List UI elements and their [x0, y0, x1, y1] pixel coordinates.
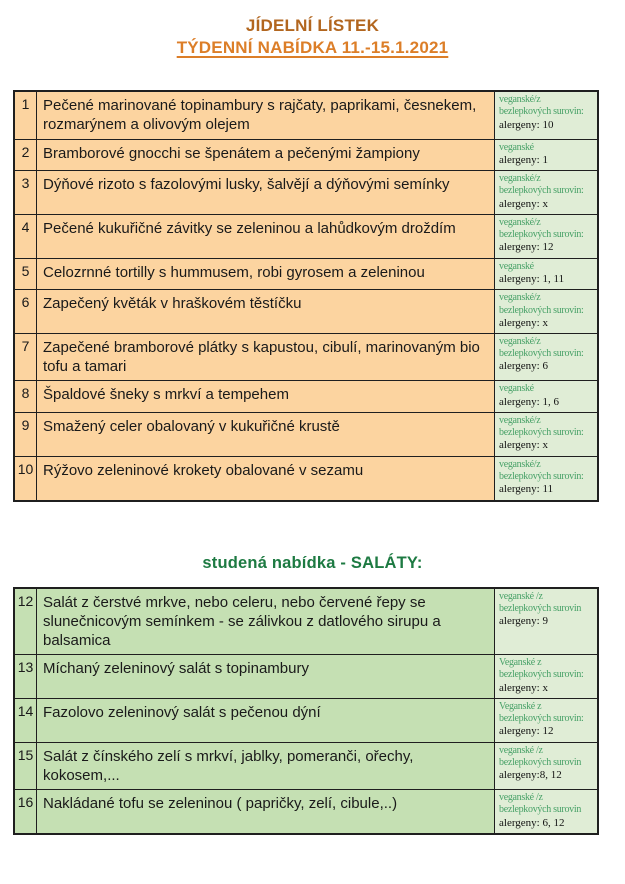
row-number: 16	[15, 790, 37, 833]
menu-row	[15, 139, 597, 171]
allergens-label: alergeny: 6	[499, 360, 548, 373]
dish-name: Salát z čerstvé mrkve, nebo celeru, nebo červené řepy se slunečnicovým semínkem - se zálivkou z datlového sirupu a balsamica	[37, 589, 495, 655]
dish-name: Celozrnné tortilly s hummusem, robi gyrosem a zeleninou	[37, 259, 495, 290]
row-number: 5	[15, 259, 37, 290]
diet-note	[495, 589, 597, 655]
row-number: 7	[15, 334, 37, 380]
diet-tag: veganské/z bezlepkových surovin:	[499, 336, 584, 360]
row-number: 8	[15, 381, 37, 412]
diet-note	[495, 215, 597, 258]
diet-tag: Veganské z bezlepkových surovin:	[499, 657, 584, 681]
dish-name: Smažený celer obalovaný v kukuřičné krustě	[37, 413, 495, 456]
salads-section-heading: studená nabídka - SALÁTY:	[202, 553, 423, 572]
dish-name: Pečené marinované topinambury s rajčaty, paprikami, česnekem, rozmarýnem a olivovým olejem	[37, 92, 495, 138]
row-number: 1	[15, 92, 37, 138]
menu-row	[15, 456, 597, 500]
menu-row	[15, 92, 597, 138]
diet-tag: veganské	[499, 141, 534, 153]
allergens-label: alergeny: 1, 6	[499, 395, 559, 408]
diet-tag: Veganské z bezlepkových surovin:	[499, 700, 584, 725]
weekly-menu-table	[13, 90, 599, 501]
row-number: 2	[15, 140, 37, 171]
menu-row	[15, 170, 597, 214]
dish-name: Míchaný zeleninový salát s topinambury	[37, 655, 495, 698]
salads-table	[13, 587, 599, 835]
diet-note	[495, 259, 597, 290]
menu-row	[15, 258, 597, 290]
allergens-label: alergeny: x	[499, 316, 548, 329]
menu-row	[15, 589, 597, 655]
row-number: 9	[15, 413, 37, 456]
row-number: 10	[15, 457, 37, 500]
allergens-label: alergeny: 6, 12	[499, 816, 565, 829]
dish-name: Salát z čínského zelí s mrkví, jablky, pomeranči, ořechy, kokosem,...	[37, 743, 495, 789]
allergens-label: alergeny:8, 12	[499, 769, 562, 782]
diet-tag: veganské/z bezlepkových surovin:	[499, 216, 584, 241]
diet-note	[495, 140, 597, 171]
diet-tag: veganské/z bezlepkových surovin:	[499, 292, 584, 316]
diet-note	[495, 699, 597, 742]
row-number: 6	[15, 290, 37, 333]
diet-note	[495, 334, 597, 380]
menu-row	[15, 380, 597, 412]
menu-row	[15, 333, 597, 380]
diet-tag: veganské /z bezlepkových surovin	[499, 792, 582, 816]
row-number: 15	[15, 743, 37, 789]
allergens-label: alergeny: 12	[499, 241, 554, 254]
row-number: 12	[15, 589, 37, 655]
diet-note	[495, 655, 597, 698]
dish-name: Zapečené bramborové plátky s kapustou, cibulí, marinovaným bio tofu a tamari	[37, 334, 495, 380]
dish-name: Bramborové gnocchi se špenátem a pečenými žampiony	[37, 140, 495, 171]
row-number: 3	[15, 171, 37, 214]
page-subtitle: TÝDENNÍ NABÍDKA 11.-15.1.2021	[176, 38, 449, 58]
row-number: 4	[15, 215, 37, 258]
diet-tag: veganské/z bezlepkových surovin:	[499, 94, 584, 118]
row-number: 13	[15, 655, 37, 698]
menu-row	[15, 289, 597, 333]
diet-note	[495, 790, 597, 833]
menu-row	[15, 412, 597, 456]
diet-note	[495, 381, 597, 412]
allergens-label: alergeny: 12	[499, 725, 554, 738]
allergens-label: alergeny: 10	[499, 118, 554, 131]
diet-note	[495, 92, 597, 138]
menu-row	[15, 214, 597, 258]
allergens-label: alergeny: 11	[499, 483, 554, 496]
diet-note	[495, 743, 597, 789]
menu-row	[15, 789, 597, 833]
allergens-label: alergeny: 1, 11	[499, 272, 565, 285]
menu-row	[15, 654, 597, 698]
allergens-label: alergeny: 9	[499, 615, 548, 627]
allergens-label: alergeny: 1	[499, 153, 548, 166]
diet-tag: veganské/z bezlepkových surovin:	[499, 415, 584, 439]
dish-name: Fazolovo zeleninový salát s pečenou dýní	[37, 699, 495, 742]
dish-name: Dýňové rizoto s fazolovými lusky, šalvějí a dýňovými semínky	[37, 171, 495, 214]
diet-note	[495, 457, 597, 500]
diet-tag: veganské /z bezlepkových surovin	[499, 744, 582, 768]
allergens-label: alergeny: x	[499, 197, 548, 210]
menu-row	[15, 742, 597, 789]
diet-note	[495, 413, 597, 456]
row-number: 14	[15, 699, 37, 742]
diet-tag: veganské/z bezlepkových surovin:	[499, 458, 584, 483]
allergens-label: alergeny: x	[499, 681, 548, 694]
diet-tag: veganské	[499, 383, 534, 395]
dish-name: Zapečený květák v hraškovém těstíčku	[37, 290, 495, 333]
page-header	[0, 0, 625, 59]
diet-note	[495, 171, 597, 214]
diet-tag: veganské/z bezlepkových surovin:	[499, 173, 584, 197]
menu-row	[15, 698, 597, 742]
dish-name: Špaldové šneky s mrkví a tempehem	[37, 381, 495, 412]
allergens-label: alergeny: x	[499, 439, 548, 452]
dish-name: Nakládané tofu se zeleninou ( papričky, zelí, cibule,..)	[37, 790, 495, 833]
dish-name: Pečené kukuřičné závitky se zeleninou a lahůdkovým droždím	[37, 215, 495, 258]
page-title: JÍDELNÍ LÍSTEK	[245, 16, 380, 35]
diet-tag: veganské	[499, 260, 534, 272]
dish-name: Rýžovo zeleninové krokety obalované v sezamu	[37, 457, 495, 500]
diet-note	[495, 290, 597, 333]
diet-tag: veganské /z bezlepkových surovin	[499, 590, 582, 614]
